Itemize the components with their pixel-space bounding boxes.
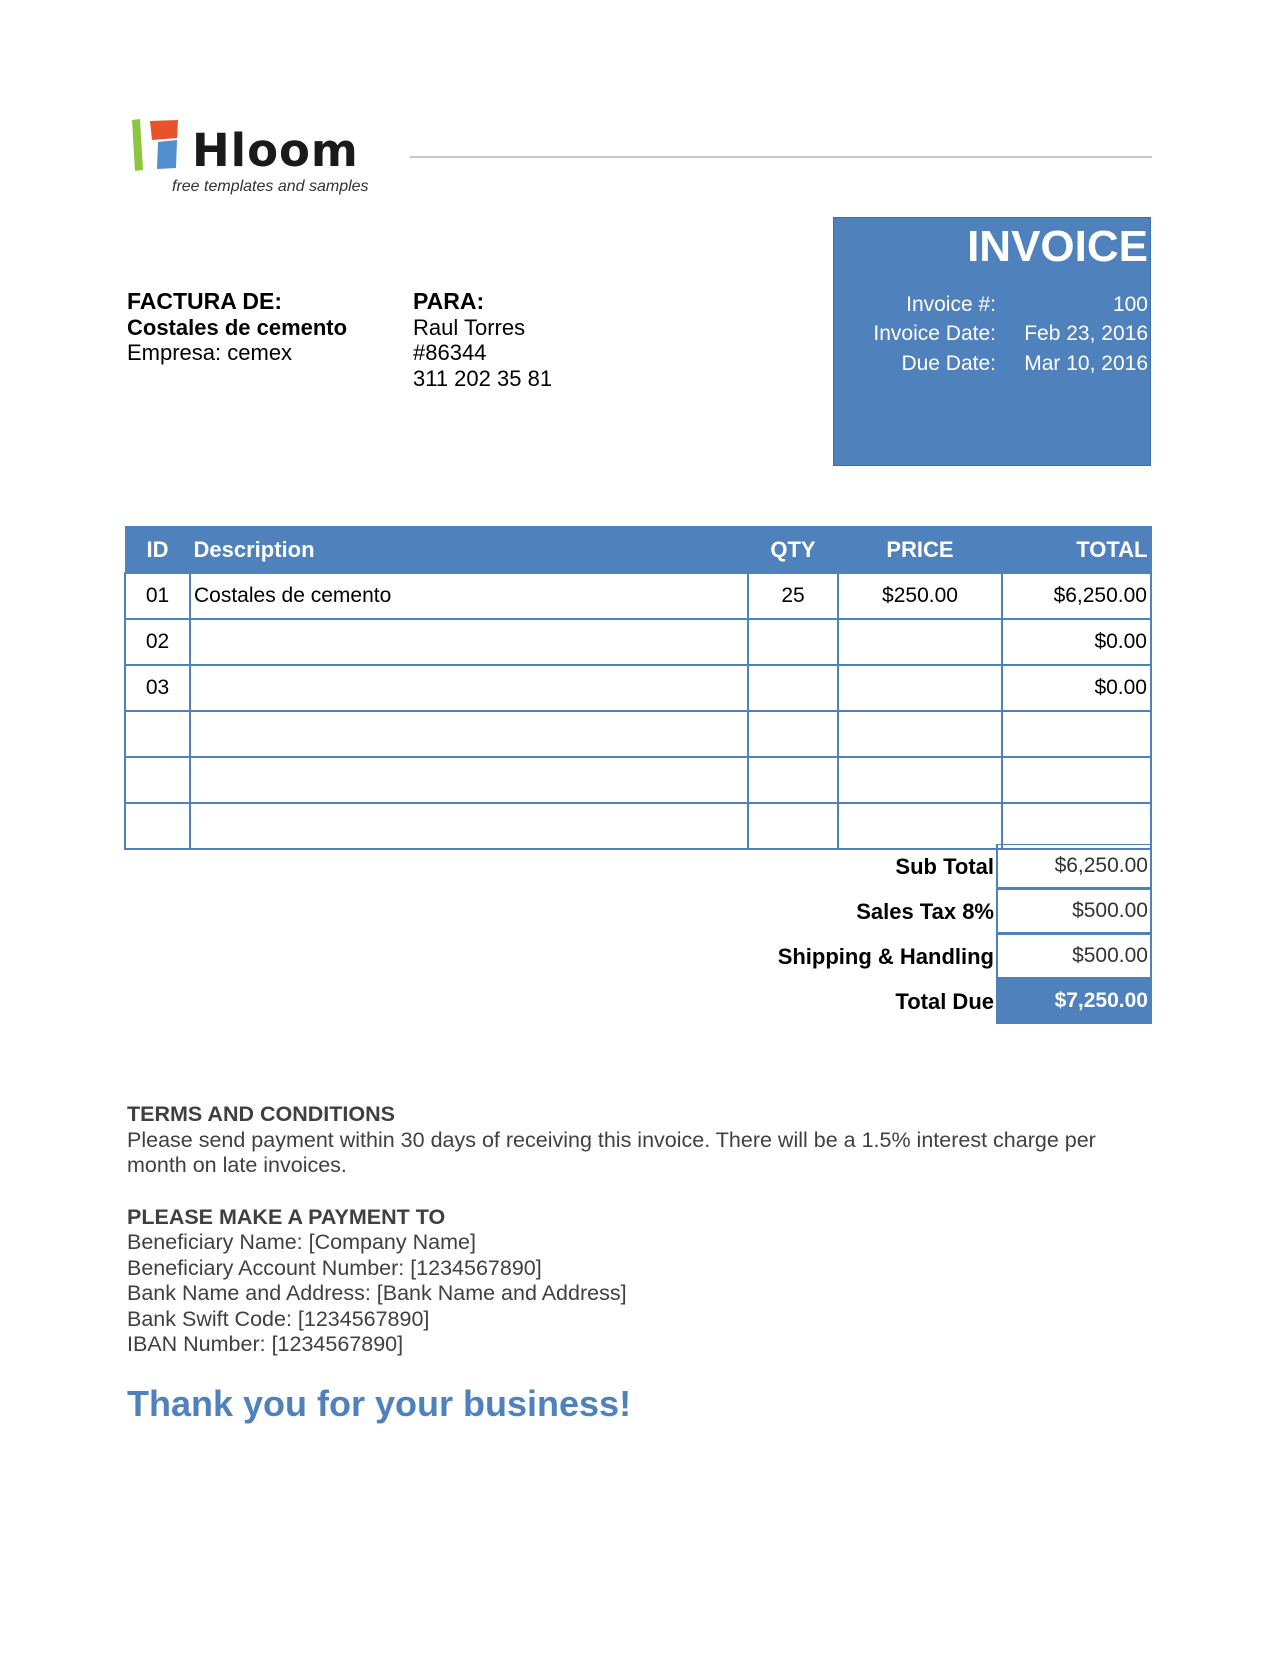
cell-qty: 25 [748, 573, 838, 619]
logo-tagline: free templates and samples [172, 178, 369, 195]
shipping-row [700, 934, 1152, 979]
header-price: PRICE [838, 527, 1002, 574]
table-row [125, 665, 1151, 711]
cell-description [190, 803, 748, 849]
table-row [125, 619, 1151, 665]
invoice-date-value: Feb 23, 2016 [1024, 322, 1148, 346]
invoice-date-label: Invoice Date: [873, 322, 996, 346]
cell-qty [748, 711, 838, 757]
cell-description [190, 711, 748, 757]
subtotal-row [700, 844, 1152, 889]
logo-name: Hloom [192, 124, 359, 177]
terms-heading: TERMS AND CONDITIONS [127, 1102, 395, 1126]
invoice-date-row [834, 320, 1150, 350]
due-date-value: Mar 10, 2016 [1024, 351, 1148, 375]
sales-tax-row [700, 889, 1152, 934]
subtotal-label: Sub Total [895, 853, 994, 879]
cell-price [838, 711, 1002, 757]
cell-id: 01 [125, 573, 190, 619]
cell-description [190, 665, 748, 711]
cell-total: $6,250.00 [1002, 573, 1151, 619]
cell-price: $250.00 [838, 573, 1002, 619]
total-due-value: $7,250.00 [996, 979, 1152, 1024]
terms-section [127, 1102, 1157, 1358]
bill-from-company: Empresa: cemex [127, 340, 293, 365]
total-due-row [700, 979, 1152, 1024]
header-description: Description [190, 527, 748, 574]
bill-to-number: #86344 [413, 340, 487, 365]
payment-heading: PLEASE MAKE A PAYMENT TO [127, 1204, 446, 1229]
invoice-number-label: Invoice #: [906, 292, 996, 316]
table-row [125, 803, 1151, 849]
cell-description [190, 757, 748, 803]
iban-number: IBAN Number: [1234567890] [127, 1332, 404, 1356]
cell-description [190, 619, 748, 665]
cell-id [125, 803, 190, 849]
cell-total: $0.00 [1002, 619, 1151, 665]
line-items-table [124, 526, 1152, 850]
header-divider [410, 156, 1152, 158]
totals-block [700, 844, 1152, 1024]
shipping-label: Shipping & Handling [777, 943, 994, 969]
invoice-info-box [833, 217, 1151, 466]
table-row [125, 573, 1151, 619]
invoice-number-value: 100 [1112, 292, 1148, 316]
cell-description: Costales de cemento [190, 573, 748, 619]
cell-id: 03 [125, 665, 190, 711]
cell-id [125, 711, 190, 757]
logo-mark-icon [130, 118, 190, 178]
total-due-label: Total Due [895, 988, 994, 1014]
table-header-row [125, 527, 1151, 574]
thank-you-message: Thank you for your business! [127, 1383, 632, 1424]
cell-total [1002, 757, 1151, 803]
sales-tax-label: Sales Tax 8% [856, 898, 994, 924]
bank-swift-code: Bank Swift Code: [1234567890] [127, 1306, 430, 1331]
cell-qty [748, 619, 838, 665]
header-total: TOTAL [1002, 527, 1151, 574]
bill-from-block [127, 289, 347, 366]
bill-to-heading: PARA: [413, 288, 485, 314]
cell-price [838, 803, 1002, 849]
terms-text: Please send payment within 30 days of receiving this invoice. There will be a 1.5% interest charge per month on late invoices. [127, 1127, 1096, 1177]
header-qty: QTY [748, 527, 838, 574]
header-id: ID [125, 527, 190, 574]
cell-qty [748, 665, 838, 711]
bill-from-heading: FACTURA DE: [127, 288, 283, 314]
subtotal-value: $6,250.00 [996, 844, 1152, 889]
bill-to-name: Raul Torres [413, 314, 526, 340]
cell-total: $0.00 [1002, 665, 1151, 711]
cell-price [838, 619, 1002, 665]
hloom-logo [130, 118, 400, 198]
sales-tax-value: $500.00 [996, 889, 1152, 934]
due-date-row [834, 349, 1150, 379]
cell-id [125, 757, 190, 803]
cell-price [838, 665, 1002, 711]
bill-from-name: Costales de cemento [127, 314, 348, 340]
invoice-number-row [834, 290, 1150, 320]
due-date-label: Due Date: [901, 351, 996, 375]
bank-name-address: Bank Name and Address: [Bank Name and Address] [127, 1281, 627, 1305]
cell-total [1002, 803, 1151, 849]
cell-qty [748, 803, 838, 849]
table-row [125, 711, 1151, 757]
invoice-title: INVOICE [967, 222, 1148, 271]
cell-price [838, 757, 1002, 803]
table-row [125, 757, 1151, 803]
shipping-value: $500.00 [996, 934, 1152, 979]
bill-to-block [413, 289, 552, 391]
cell-id: 02 [125, 619, 190, 665]
cell-total [1002, 711, 1151, 757]
beneficiary-account: Beneficiary Account Number: [1234567890] [127, 1255, 542, 1280]
cell-qty [748, 757, 838, 803]
bill-to-phone: 311 202 35 81 [413, 365, 553, 391]
beneficiary-name: Beneficiary Name: [Company Name] [127, 1230, 476, 1254]
